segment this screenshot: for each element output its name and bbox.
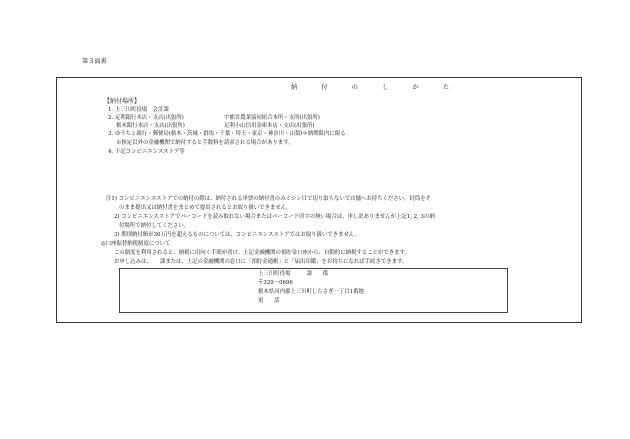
- contact-postal: 〒329－0696: [258, 280, 293, 286]
- note-2-line-2: 付場所で納付してください。: [119, 223, 190, 229]
- note-1-line-1: 注1) コンビニエンスストアでの納付の際は、納付される単票の納付書のみミシン目で切り取らないで店舗へお持ちください。封筒をそ: [106, 196, 431, 202]
- place-item-1: 1. 上三川町役場 会計課: [108, 107, 169, 113]
- transfer-line-1: この制度を利用されると、納税に出向く手間が省け、上記金融機関の預貯金口座から、自動的に納税することができます。: [114, 250, 410, 256]
- place-item-4: 4. 下記コンビニエンスストア等: [108, 149, 185, 155]
- page-title: 納 付 の し か た: [291, 84, 459, 91]
- note-3: 3) 期別納付額が30万円を超えるものについては、コンビニエンスストアではお取り扱いできません。: [114, 232, 360, 238]
- page-label: 第３面裏: [82, 58, 107, 65]
- place-item-3-note: ※指定以外の金融機関で納付すると手数料を請求される場合があります。: [116, 140, 294, 146]
- section-header: 【納付場所】: [104, 98, 141, 105]
- place-item-2a-left: 2. 足利銀行本店・支店(出張所): [108, 115, 184, 121]
- place-item-3: 3. ゆうちょ銀行・郵便局(栃木・茨城・群馬・千葉・埼玉・東京・神奈川・山梨)＊納期限内に限る: [108, 131, 346, 137]
- place-item-2b-left: 栃木銀行本店・支店(出張所): [116, 123, 185, 129]
- transfer-line-2: お申し込みは、 課または、上記の金融機関の窓口に「預貯金通帳」と「届出印鑑」をお持ちになれば手続きできます。: [114, 259, 408, 265]
- contact-phone: 電 話: [258, 298, 280, 304]
- note-2-line-1: 2) コンビニエンスストアでバーコードを読み取れない場合またはバーコード印字の無い場合は、申し訳ありませんが上記1, 2, 3の納: [114, 214, 435, 220]
- transfer-header: ◎口座振替納税制度について: [101, 241, 171, 247]
- place-item-2a-right: 宇都宮農業協同組合本所・支所(出張所): [224, 115, 320, 121]
- place-item-2b-right: 足利小山信用金庫本店・支店(出張所): [224, 123, 315, 129]
- contact-office: 上三川町役場 課 係: [258, 271, 329, 277]
- note-1-line-2: のまま提出又は納付書をまとめて提出されるとお取り扱いできません。: [119, 205, 292, 211]
- contact-address: 栃木県河内郡上三川町しらさぎ一丁目1番地: [258, 289, 364, 295]
